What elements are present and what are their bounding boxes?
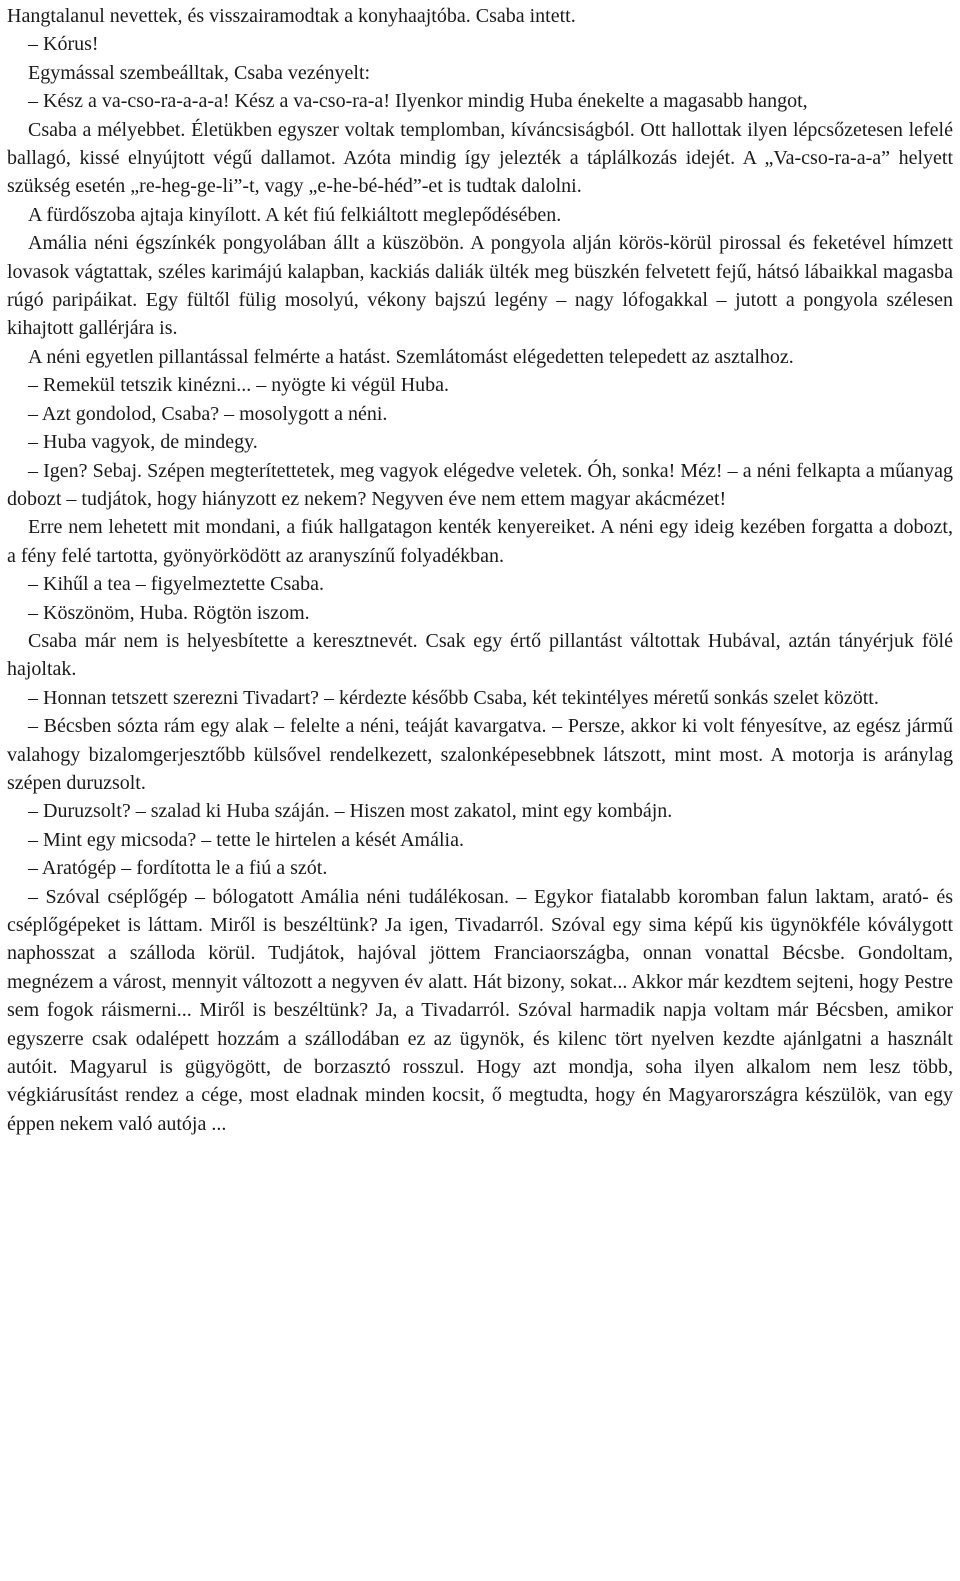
paragraph-3: Egymással szembeálltak, Csaba vezényelt: xyxy=(28,61,371,84)
paragraph-14: – Kihűl a tea – figyelmeztette Csaba. xyxy=(28,573,325,596)
paragraph-7: Amália néni égszínkék pongyolában állt a küszöbön. A pongyola alján körös-körül pirossal és feketével hímzett lovasok vágtattak, széles karimájú kalapban, kackiás daliák ülték meg büszkén felvetett fejű, hátsó lábaikkal magasba rúgó paripáikat. Egy fültől fülig mosolyú, vékony bajszú legény – nagy lófogakkal – jutott a pongyola szélesen kihajtott gallérjára is. xyxy=(7,232,953,340)
paragraph-19: – Duruzsolt? – szalad ki Huba száján. – Hiszen most zakatol, mint egy kombájn. xyxy=(28,800,673,823)
paragraph-12: – Igen? Sebaj. Szépen megterítettetek, meg vagyok elégedve veletek. Óh, sonka! Méz! – a néni felkapta a műanyag dobozt – tudjátok, hogy hiányzott ez nekem? Negyven éve nem ettem magyar akácmézet! xyxy=(7,459,953,510)
paragraph-15: – Köszönöm, Huba. Rögtön iszom. xyxy=(28,601,310,624)
paragraph-2: – Kórus! xyxy=(28,33,99,56)
paragraph-1: Hangtalanul nevettek, és visszairamodtak a konyhaajtóba. Csaba intett. xyxy=(7,5,576,27)
paragraph-5: Csaba a mélyebbet. Életükben egyszer voltak templomban, kíváncsiságból. Ott hallottak ilyen lépcsőzetesen lefelé ballagó, kissé elnyújtott végű dallamot. Azóta mindig így jelezték a táplálkozás idejét. A „Va-cso-ra-a-a” helyett szükség esetén „re-heg-ge-li”-t, vagy „e-he-bé-héd”-et is tudtak dalolni. xyxy=(7,118,953,198)
paragraph-17: – Honnan tetszett szerezni Tivadart? – kérdezte később Csaba, két tekintélyes méretű sonkás szelet között. xyxy=(28,686,879,709)
paragraph-20: – Mint egy micsoda? – tette le hirtelen a kését Amália. xyxy=(28,828,464,851)
paragraph-10: – Azt gondolod, Csaba? – mosolygott a néni. xyxy=(28,402,388,425)
paragraph-13: Erre nem lehetett mit mondani, a fiúk hallgatagon kenték kenyereiket. A néni egy ideig kezében forgatta a dobozt, a fény felé tartotta, gyönyörködött az aranyszínű folyadékban. xyxy=(7,516,953,567)
paragraph-11: – Huba vagyok, de mindegy. xyxy=(28,431,258,454)
book-page xyxy=(7,2,953,1138)
paragraph-22: – Szóval cséplőgép – bólogatott Amália néni tudálékosan. – Egykor fiatalabb koromban falun laktam, arató- és cséplőgépeket is láttam. Miről is beszéltünk? Ja igen, Tivadarról. Szóval egy sima képű kis ügynökféle kóválygott naphosszat a szálloda körül. Tudjátok, hajóval jöttem Franciaországba, onnan vonattal Bécsbe. Gondoltam, megnézem a várost, mennyit változott a negyven év alatt. Hát bizony, sokat... Akkor már kezdtem sejteni, hogy Pestre sem fogok ráismerni... Miről is beszéltünk? Ja, a Tivadarról. Szóval harmadik napja voltam már Bécsben, amikor egyszerre csak odalépett hozzám a szállodában ez az ügynök, és kilenc tört nyelven kezdte ajánlgatni a használt autóit. Magyarul is gügyögött, de borzasztó rosszul. Hogy azt mondja, soha ilyen alkalom nem lesz több, végkiárusítást rendez a cége, most eladnak minden kocsit, ő megtudta, hogy én Magyarországra készülök, van egy éppen nekem való autója ... xyxy=(7,885,953,1135)
paragraph-9: – Remekül tetszik kinézni... – nyögte ki végül Huba. xyxy=(28,374,450,397)
paragraph-6: A fürdőszoba ajtaja kinyílott. A két fiú felkiáltott meglepődésében. xyxy=(28,203,562,226)
paragraph-4: – Kész a va-cso-ra-a-a-a! Kész a va-cso-ra-a! Ilyenkor mindig Huba énekelte a magasabb hangot, xyxy=(28,90,808,113)
paragraph-16: Csaba már nem is helyesbítette a keresztnevét. Csak egy értő pillantást váltottak Hubával, aztán tányérjuk fölé hajoltak. xyxy=(7,629,953,681)
paragraph-18: – Bécsben sózta rám egy alak – felelte a néni, teáját kavargatva. – Persze, akkor ki volt fényesítve, az egész jármű valahogy bizalomgerjesztőbb külsővel rendelkezett, szalonképesebbnek látszott, mint most. A motorja is aránylag szépen duruzsolt. xyxy=(7,715,953,794)
paragraph-8: A néni egyetlen pillantással felmérte a hatást. Szemlátomást elégedetten telepedett az asztalhoz. xyxy=(28,345,794,368)
paragraph-21: – Aratógép – fordította le a fiú a szót. xyxy=(28,857,328,880)
